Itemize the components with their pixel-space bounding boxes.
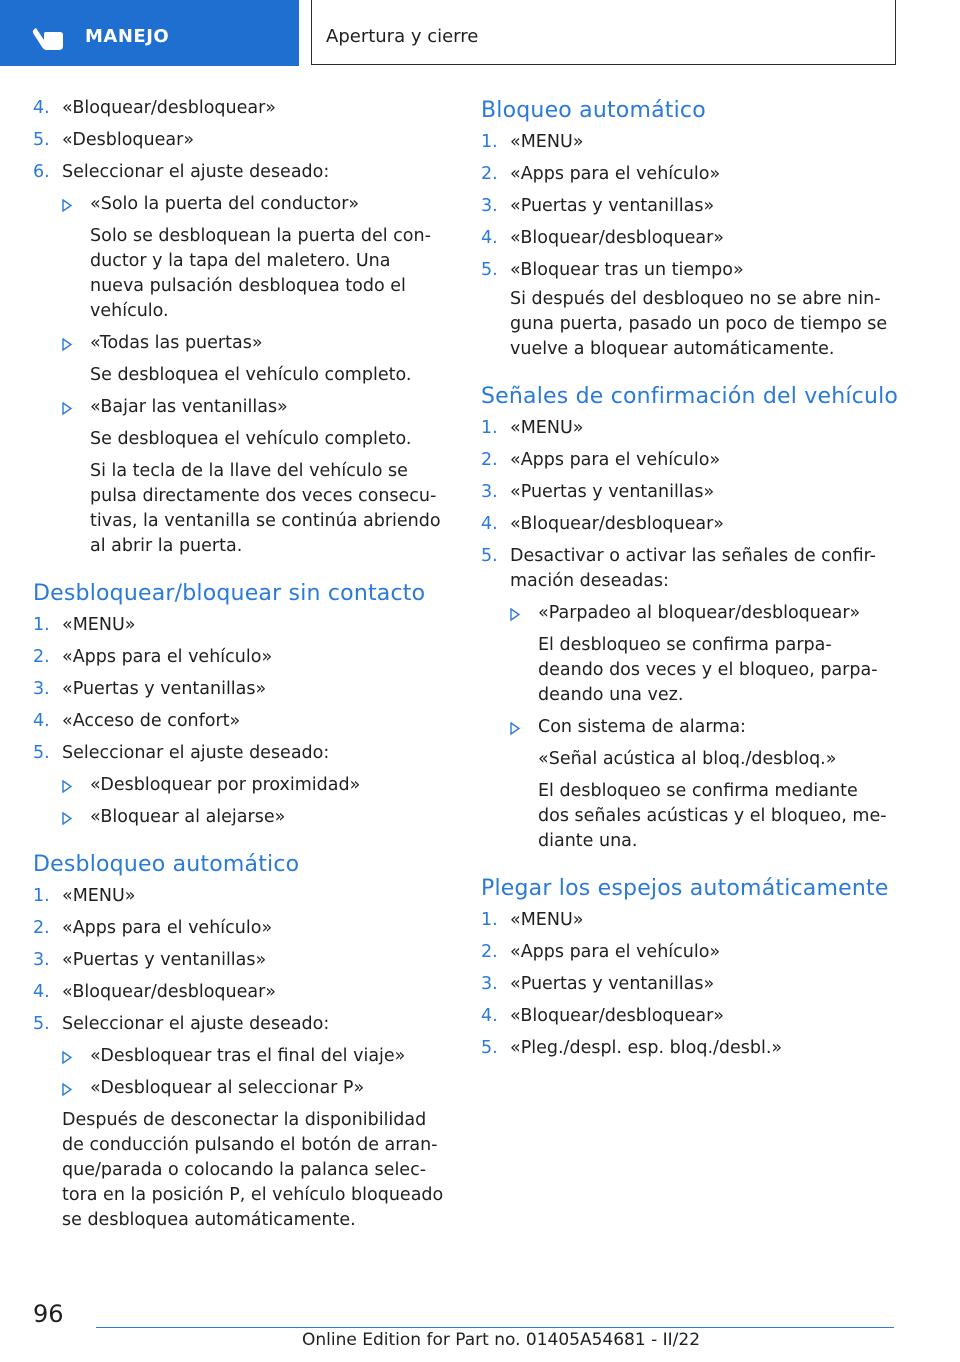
option-item: «Desbloquear al seleccionar P» xyxy=(33,1076,448,1101)
option-description: «Señal acústica al bloq./desbloq.» xyxy=(538,749,837,769)
section-heading: Plegar los espejos automáticamente xyxy=(481,876,889,901)
list-item: 5. «Bloquear tras un tiempo» xyxy=(481,260,744,280)
triangle-bullet-icon xyxy=(62,1051,72,1064)
option-description: Solo se desbloquean la puerta del con- ductor y la tapa del maletero. Una nueva pulsación desbloquea todo el vehículo. xyxy=(90,226,431,321)
section-heading: Desbloqueo automático xyxy=(33,852,300,877)
triangle-bullet-icon xyxy=(62,812,72,825)
list-item: 3. «Puertas y ventanillas» xyxy=(481,974,715,994)
list-item: 3. «Puertas y ventanillas» xyxy=(33,950,267,970)
chapter-title: Apertura y cierre xyxy=(326,26,479,47)
body-paragraph: Después de desconectar la disponibilidad de conducción pulsando el botón de arran- que/parada o colocando la palanca selec- tora en la posición P, el vehículo bloqueado se desbloquea automáticamente. xyxy=(62,1110,444,1230)
option-note: El desbloqueo se confirma mediante dos señales acústicas y el bloqueo, me- diante una. xyxy=(538,781,887,851)
section-heading: Señales de confirmación del vehículo xyxy=(481,384,899,409)
section-heading: Desbloquear/bloquear sin contacto xyxy=(33,581,426,606)
section-label: MANEJO xyxy=(85,26,170,47)
list-item: 1. «MENU» xyxy=(33,615,136,635)
list-item: 3. «Puertas y ventanillas» xyxy=(33,679,267,699)
option-description: El desbloqueo se confirma parpa- deando dos veces y el bloqueo, parpa- deando una vez. xyxy=(538,635,878,705)
list-item: 5. Desactivar o activar las señales de confir- mación deseadas: xyxy=(481,546,876,591)
list-item: 2. «Apps para el vehículo» xyxy=(33,918,273,938)
triangle-bullet-icon xyxy=(62,1083,72,1096)
option-item: «Solo la puerta del conductor» xyxy=(33,192,448,217)
footer-divider xyxy=(96,1327,894,1328)
option-note: Si la tecla de la llave del vehículo se pulsa directamente dos veces consecu- tivas, la ventanilla se continúa abriendo al abrir la puerta. xyxy=(90,461,441,556)
body-paragraph: Si después del desbloqueo no se abre nin- guna puerta, pasado un poco de tiempo se vuelve a bloquear automáticamente. xyxy=(510,289,888,359)
section-heading: Bloqueo automático xyxy=(481,98,706,123)
option-item: «Todas las puertas» xyxy=(33,331,448,356)
list-item: 6. Seleccionar el ajuste deseado: xyxy=(33,162,330,182)
list-item: 2. «Apps para el vehículo» xyxy=(33,647,273,667)
list-item: 4. «Bloquear/desbloquear» xyxy=(33,98,277,118)
triangle-bullet-icon xyxy=(510,608,520,621)
list-item: 1. «MENU» xyxy=(481,418,584,438)
triangle-bullet-icon xyxy=(62,338,72,351)
triangle-bullet-icon xyxy=(510,722,520,735)
right-column xyxy=(481,96,901,1068)
list-item: 4. «Bloquear/desbloquear» xyxy=(481,1006,725,1026)
chapter-box xyxy=(311,0,896,65)
list-item: 4. «Bloquear/desbloquear» xyxy=(33,982,277,1002)
list-item: 2. «Apps para el vehículo» xyxy=(481,942,721,962)
option-item: «Bloquear al alejarse» xyxy=(33,805,448,830)
list-item: 1. «MENU» xyxy=(481,132,584,152)
list-item: 4. «Bloquear/desbloquear» xyxy=(481,228,725,248)
list-item: 1. «MENU» xyxy=(33,886,136,906)
list-item: 5. Seleccionar el ajuste deseado: xyxy=(33,1014,330,1034)
option-item: «Desbloquear por proximidad» xyxy=(33,773,448,798)
list-item: 5. Seleccionar el ajuste deseado: xyxy=(33,743,330,763)
option-description: Se desbloquea el vehículo completo. xyxy=(90,365,412,385)
list-item: 1. «MENU» xyxy=(481,910,584,930)
page-header xyxy=(0,0,960,66)
list-item: 4. «Acceso de confort» xyxy=(33,711,241,731)
list-item: 2. «Apps para el vehículo» xyxy=(481,450,721,470)
list-item: 5. «Pleg./despl. esp. bloq./desbl.» xyxy=(481,1038,783,1058)
option-item: «Desbloquear tras el final del viaje» xyxy=(33,1044,448,1069)
page-number: 96 xyxy=(33,1300,64,1328)
list-item: 5. «Desbloquear» xyxy=(33,130,195,150)
section-tab xyxy=(0,0,299,66)
triangle-bullet-icon xyxy=(62,199,72,212)
option-description: Se desbloquea el vehículo completo. xyxy=(90,429,412,449)
edition-note: Online Edition for Part no. 01405A54681 - II/22 xyxy=(302,1330,701,1350)
triangle-bullet-icon xyxy=(62,402,72,415)
list-item: 3. «Puertas y ventanillas» xyxy=(481,482,715,502)
left-column xyxy=(33,96,448,1240)
list-item: 3. «Puertas y ventanillas» xyxy=(481,196,715,216)
list-item: 2. «Apps para el vehículo» xyxy=(481,164,721,184)
option-item: «Parpadeo al bloquear/desbloquear» xyxy=(481,601,901,626)
list-item: 4. «Bloquear/desbloquear» xyxy=(481,514,725,534)
option-item: Con sistema de alarma: xyxy=(481,715,901,740)
triangle-bullet-icon xyxy=(62,780,72,793)
option-item: «Bajar las ventanillas» xyxy=(33,395,448,420)
hand-pointer-icon xyxy=(30,24,66,52)
